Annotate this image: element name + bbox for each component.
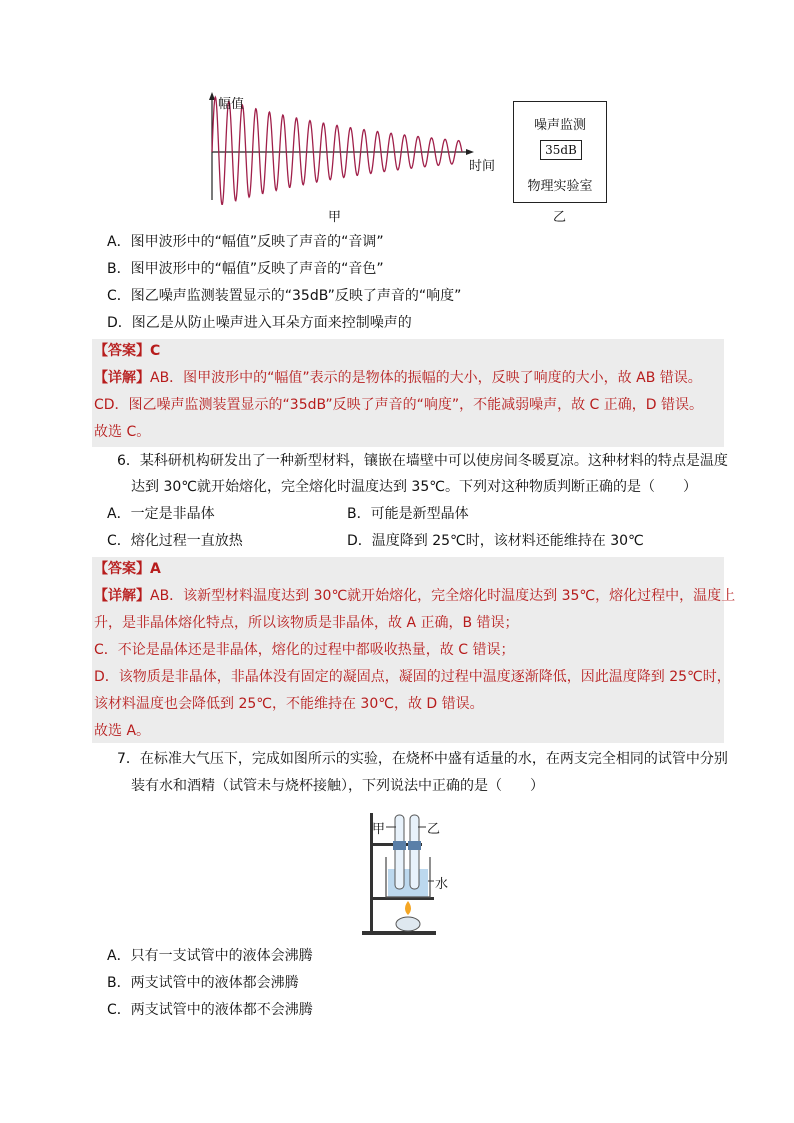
answer-tag: 【答案】 xyxy=(94,343,150,359)
alcohol-lamp xyxy=(396,917,420,931)
lamp-flame xyxy=(405,901,411,915)
detail-tag: 【详解】 xyxy=(94,588,150,604)
q5-option-b: B．图甲波形中的“幅值”反映了声音的“音色” xyxy=(107,261,384,277)
test-tube-left xyxy=(395,815,404,889)
detail-text: AB．图甲波形中的“幅值”表示的是物体的振幅的大小，反映了响度的大小，故 AB 错误。 xyxy=(150,370,702,386)
q6-option-b: B．可能是新型晶体 xyxy=(347,506,469,522)
noise-monitor-location: 物理实验室 xyxy=(527,179,593,194)
sound-wave xyxy=(212,97,462,205)
q7-stem-line-1: 7．在标准大气压下，完成如图所示的实验，在烧杯中盛有适量的水，在两支完全相同的试管中分别 xyxy=(117,751,728,767)
q5-detail-line-1 xyxy=(94,368,702,388)
q6-stem-line-1: 6．某科研机构研发出了一种新型材料，镶嵌在墙壁中可以使房间冬暖夏凉。这种材料的特点是温度 xyxy=(117,453,728,469)
noise-monitor-title: 噪声监测 xyxy=(533,118,586,133)
beaker-water xyxy=(388,869,428,897)
q5-answer xyxy=(94,341,160,361)
q7-option-c: C．两支试管中的液体都不会沸腾 xyxy=(107,1002,313,1018)
q6-conclusion: 故选 A。 xyxy=(94,723,151,739)
q7-option-a: A．只有一支试管中的液体会沸腾 xyxy=(107,948,313,964)
q6-detail-line-4: D．该物质是非晶体，非晶体没有固定的凝固点，凝固的过程中温度逐渐降低，因此温度降到 25℃时， xyxy=(94,669,731,685)
water-label: 水 xyxy=(435,877,449,892)
left-tube-label: 甲 xyxy=(372,822,386,837)
q5-conclusion: 故选 C。 xyxy=(94,424,151,440)
q6-stem-line-2: 达到 30℃就开始熔化，完全熔化时温度达到 35℃。下列对这种物质判断正确的是（ ） xyxy=(131,479,697,495)
q7-stem-line-2: 装有水和酒精（试管未与烧杯接触），下列说法中正确的是（ ） xyxy=(131,778,544,794)
answer-value: A xyxy=(150,561,161,577)
q5-option-c: C．图乙噪声监测装置显示的“35dB”反映了声音的“响度” xyxy=(107,288,462,304)
figure-jia-caption: 甲 xyxy=(328,210,342,225)
q5-answer-block xyxy=(92,339,724,447)
q6-detail-line-5: 该材料温度也会降低到 25℃，不能维持在 30℃，故 D 错误。 xyxy=(94,696,484,712)
waveform-figure xyxy=(200,90,500,205)
stand-base xyxy=(362,931,436,935)
answer-value: C xyxy=(150,343,161,359)
answer-tag: 【答案】 xyxy=(94,561,150,577)
q6-detail-line-2: 升，是非晶体熔化特点，所以该物质是非晶体，故 A 正确，B 错误； xyxy=(94,615,519,631)
noise-monitor xyxy=(513,101,607,203)
test-tube-right xyxy=(410,815,419,889)
figure-yi-caption: 乙 xyxy=(553,210,567,225)
right-tube-label: 乙 xyxy=(427,822,441,837)
q6-option-a: A．一定是非晶体 xyxy=(107,506,215,522)
q5-detail-line-2: CD．图乙噪声监测装置显示的“35dB”反映了声音的“响度”，不能减弱噪声，故 C 正确，D 错误。 xyxy=(94,397,704,413)
q7-option-b: B．两支试管中的液体都会沸腾 xyxy=(107,975,299,991)
q5-option-d: D．图乙是从防止噪声进入耳朵方面来控制噪声的 xyxy=(107,315,412,331)
q6-option-c: C．熔化过程一直放热 xyxy=(107,533,243,549)
q6-option-d: D．温度降到 25℃时，该材料还能维持在 30℃ xyxy=(347,533,644,549)
detail-tag: 【详解】 xyxy=(94,370,150,386)
q6-answer xyxy=(94,559,161,579)
tube-stopper-right xyxy=(408,841,421,850)
tube-stopper-left xyxy=(393,841,406,850)
q5-option-a: A．图甲波形中的“幅值”反映了声音的“音调” xyxy=(107,234,384,250)
q6-detail-line-1 xyxy=(94,586,735,606)
amplitude-axis-label: 幅值 xyxy=(218,97,245,112)
q6-detail-line-3: C．不论是晶体还是非晶体，熔化的过程中都吸收热量，故 C 错误； xyxy=(94,642,515,658)
detail-text: AB．该新型材料温度达到 30℃就开始熔化，完全熔化时温度达到 35℃，熔化过程中，温度上 xyxy=(150,588,736,604)
amplitude-axis-arrow xyxy=(209,92,215,100)
time-axis-label: 时间 xyxy=(469,159,496,174)
noise-monitor-value: 35dB xyxy=(540,140,582,160)
